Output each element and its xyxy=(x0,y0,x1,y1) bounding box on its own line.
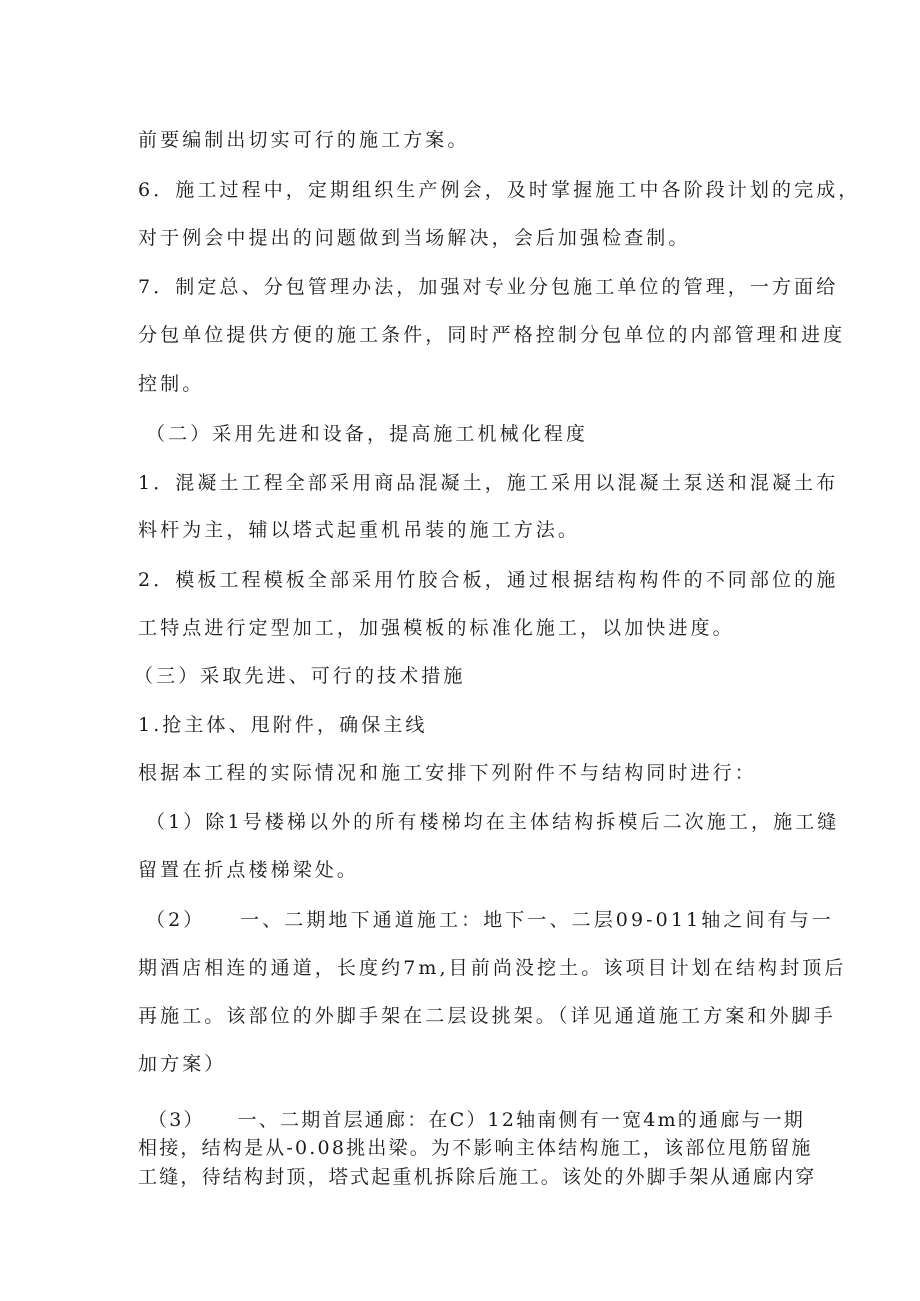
section-heading-3: （三）采取先进、可行的技术措施 xyxy=(134,665,466,687)
text-line-2: 6．施工过程中，定期组织生产例会，及时掌握施工中各阶段计划的完成， xyxy=(138,179,861,201)
text-line-15: （1）除1号楼梯以外的所有楼梯均在主体结构拆模后二次施工，施工缝 xyxy=(146,811,840,833)
text-line-11: 工特点进行定型加工，加强模板的标准化施工，以加快进度。 xyxy=(138,617,735,639)
text-line-20: 加方案） xyxy=(138,1053,227,1075)
text-line-21: （3） 一、二期首层通廊：在C）12轴南侧有一宽4m的通廊与一期 xyxy=(148,1109,806,1131)
text-line-4: 7．制定总、分包管理办法，加强对专业分包施工单位的管理，一方面给 xyxy=(138,276,839,298)
text-line-18: 期酒店相连的通道，长度约7m,目前尚没挖土。该项目计划在结构封顶后 xyxy=(138,957,847,979)
text-line-5: 分包单位提供方便的施工条件，同时严格控制分包单位的内部管理和进度 xyxy=(138,324,846,346)
text-line-1: 前要编制出切实可行的施工方案。 xyxy=(138,129,470,151)
section-heading-2: （二）采用先进和设备，提高施工机械化程度 xyxy=(146,423,589,445)
text-line-10: 2．模板工程模板全部采用竹胶合板，通过根据结构构件的不同部位的施 xyxy=(138,569,839,591)
text-line-3: 对于例会中提出的问题做到当场解决，会后加强检查制。 xyxy=(138,227,691,249)
text-line-22: 相接，结构是从-0.08挑出梁。为不影响主体结构施工，该部位甩筋留施 xyxy=(138,1137,813,1159)
subheading-1: 1.抢主体、甩附件，确保主线 xyxy=(138,714,428,736)
text-line-16: 留置在折点楼梯梁处。 xyxy=(138,859,360,881)
text-line-9: 料杆为主，辅以塔式起重机吊装的施工方法。 xyxy=(138,519,581,541)
text-line-17: （2） 一、二期地下通道施工：地下一、二层09-011轴之间有与一 xyxy=(146,909,834,931)
text-line-14: 根据本工程的实际情况和施工安排下列附件不与结构同时进行： xyxy=(138,762,757,784)
text-line-6: 控制。 xyxy=(138,373,205,395)
text-line-19: 再施工。该部位的外脚手架在二层设挑架。（详见通道施工方案和外脚手 xyxy=(138,1005,836,1027)
text-line-23: 工缝，待结构封顶，塔式起重机拆除后施工。该处的外脚手架从通廊内穿 xyxy=(138,1166,817,1188)
text-line-8: 1．混凝土工程全部采用商品混凝土，施工采用以混凝土泵送和混凝土布 xyxy=(138,472,839,494)
